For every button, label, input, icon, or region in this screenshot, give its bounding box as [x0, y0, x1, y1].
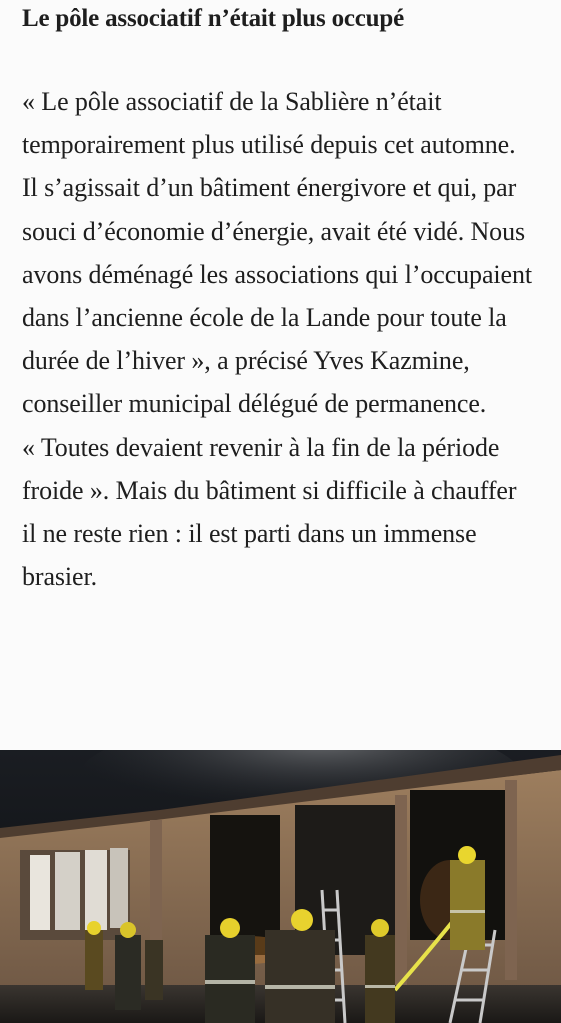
article-paragraph: « Toutes devaient revenir à la fin de la période froide ». Mais du bâtiment si difficile à chauffer il ne reste rien : il est parti dans un immense brasier. [22, 432, 517, 592]
article-subheading: Le pôle associatif n’était plus occupé [22, 5, 404, 32]
article-photo[interactable] [0, 750, 561, 1023]
article-paragraph: « Le pôle associatif de la Sablière n’était temporairement plus utilisé depuis cet automne. Il s’agissait d’un bâtiment énergivore et qui, par souci d’économie d’énergie, avait été vidé. Nous avons déménagé les associations qui l’occupaient dans l’ancienne école de la Lande pour toute la durée de l’hiver », a précisé Yves Kazmine, conseiller municipal délégué de permanence. [22, 87, 532, 419]
fire-scene-illustration [0, 750, 561, 1023]
